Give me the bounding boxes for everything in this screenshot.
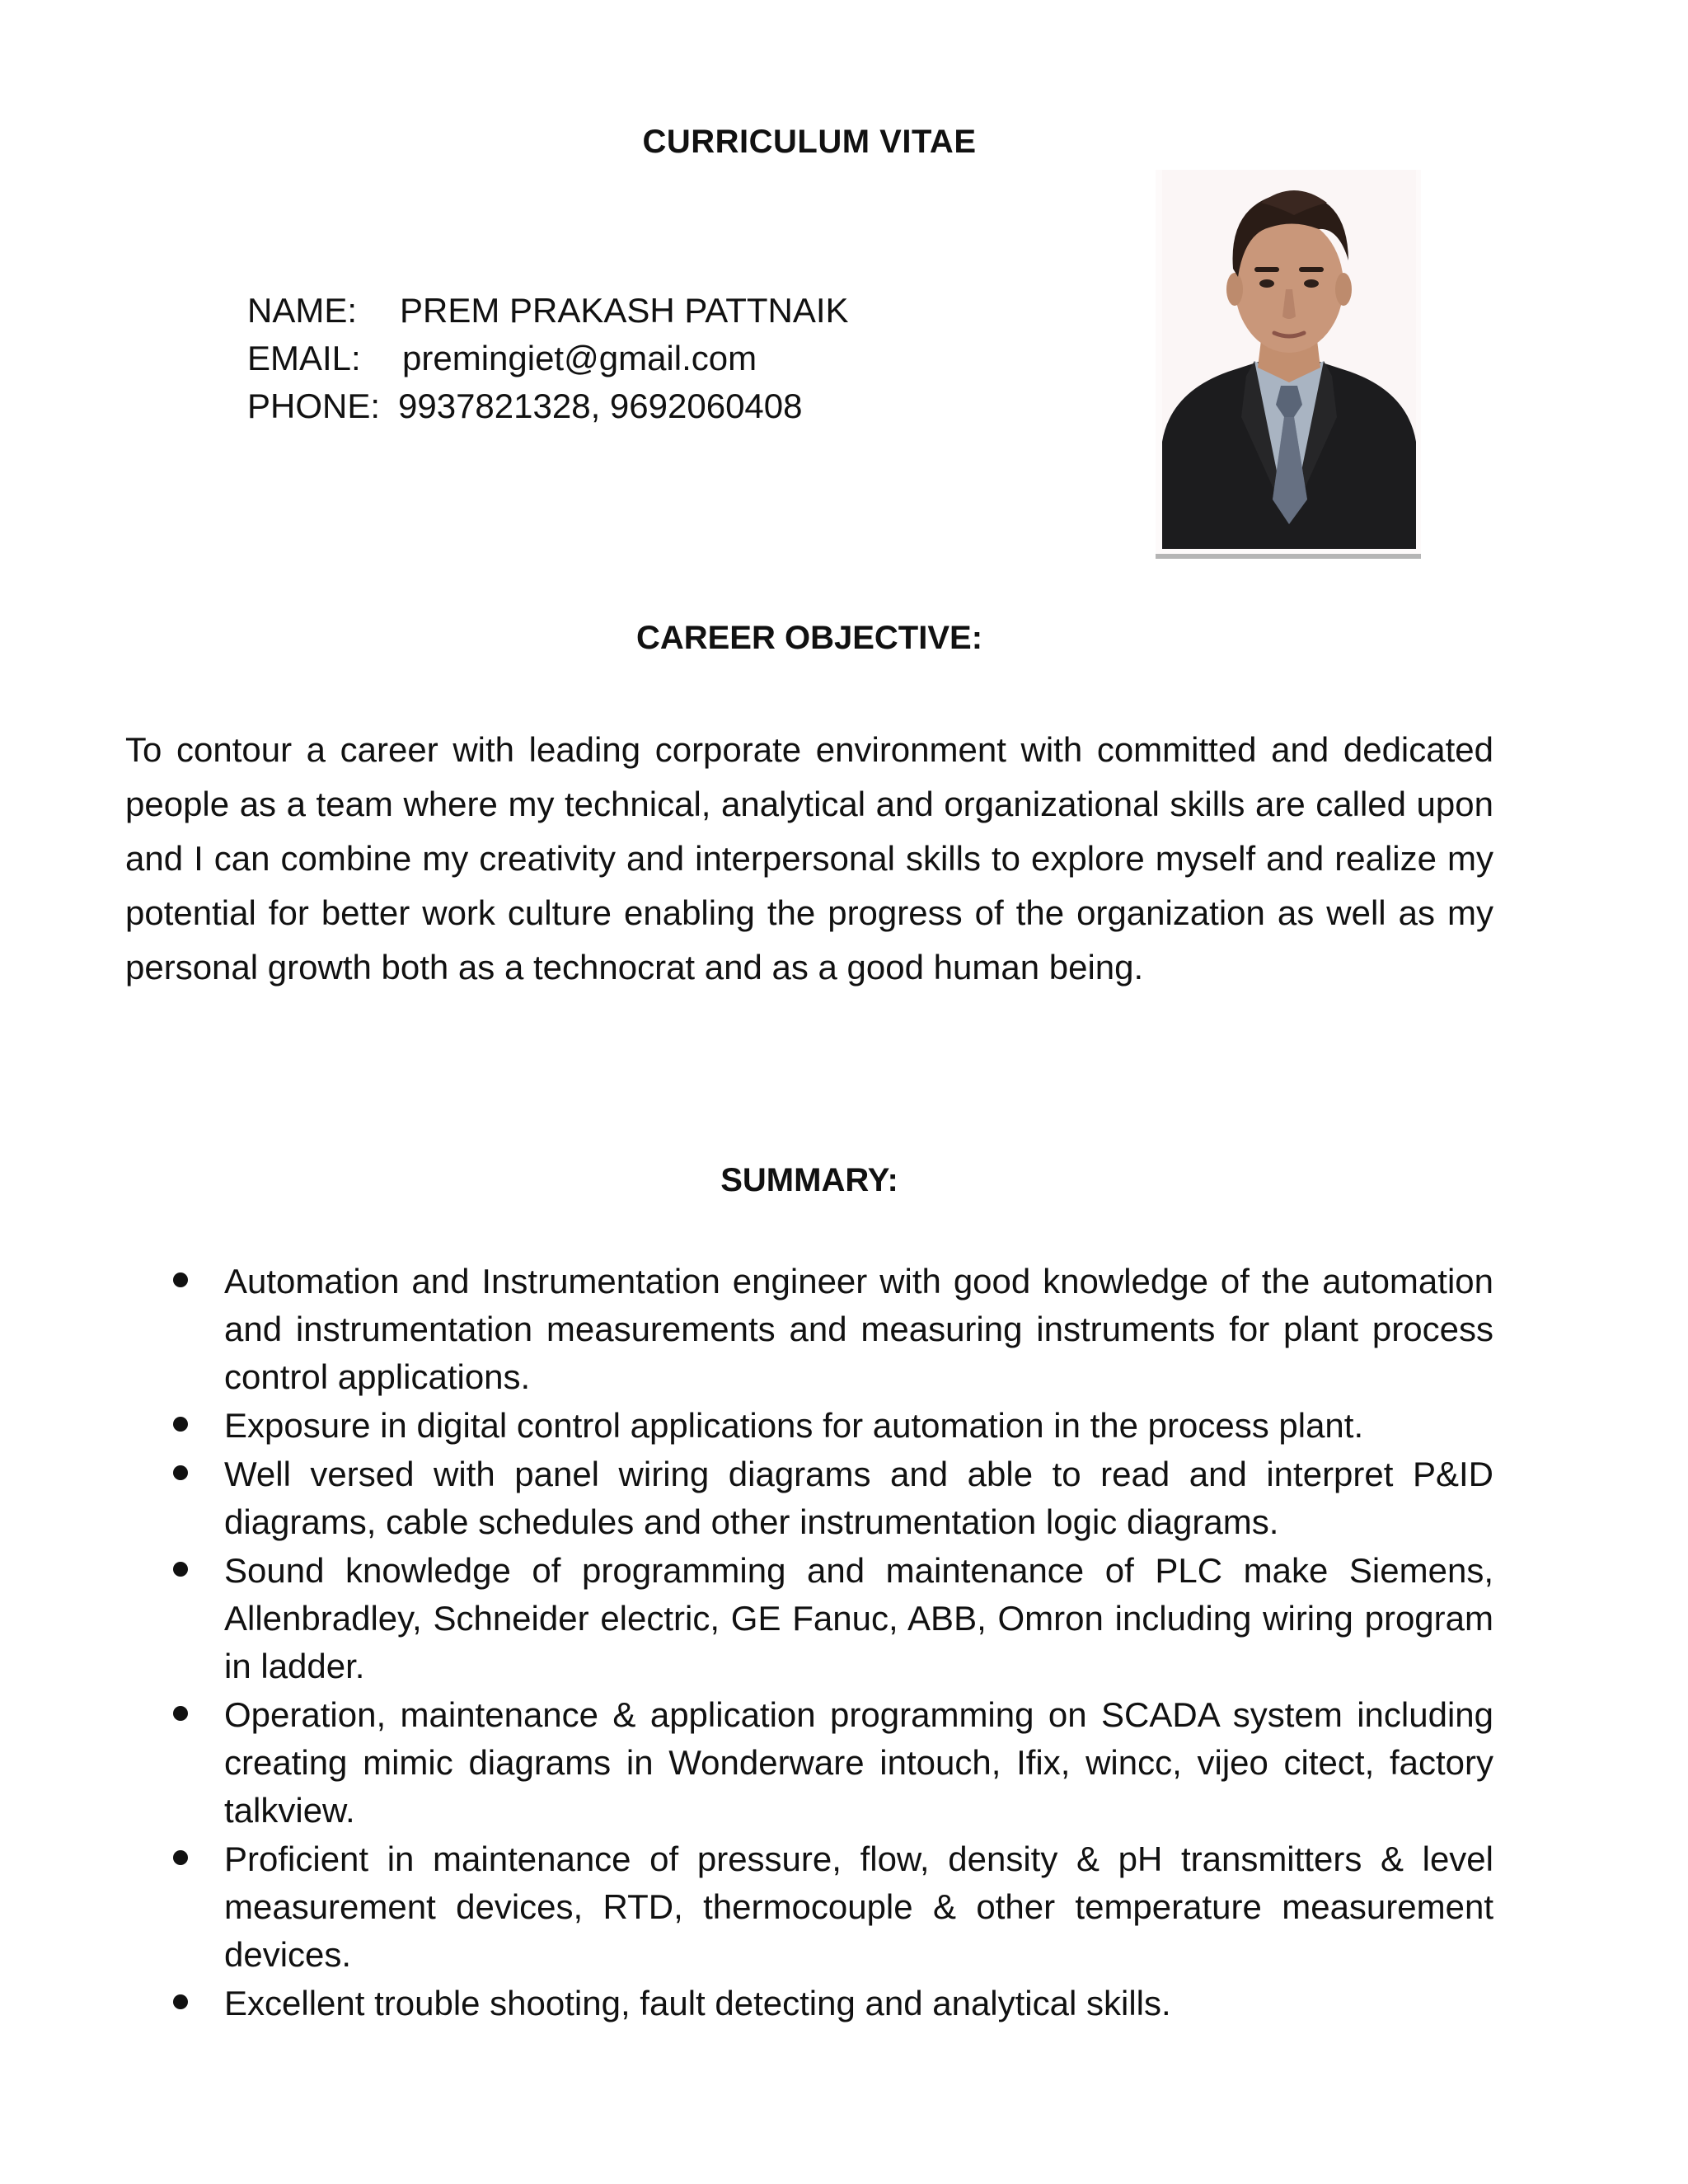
contact-phone-row: [247, 382, 849, 430]
phone-label: PHONE:: [247, 387, 381, 425]
list-item-text: Well versed with panel wiring diagrams and able to read and interpret P&ID diagrams, cable schedules and other instrumentation logic diagrams.: [224, 1455, 1493, 1541]
email-label: EMAIL:: [247, 339, 361, 377]
contact-block: [247, 287, 849, 430]
phone-value: 9937821328, 9692060408: [398, 387, 803, 425]
list-item: [224, 1402, 1493, 1450]
email-value[interactable]: premingiet@gmail.com: [402, 339, 757, 377]
list-item: [224, 1835, 1493, 1979]
list-item-text: Automation and Instrumentation engineer with good knowledge of the automation and instrumentation measurements and measuring instruments for plant process control applications.: [224, 1262, 1493, 1396]
career-objective-text: To contour a career with leading corporate environment with committed and dedicated people as a team where my technical, analytical and organizational skills are called upon and I can combine my creativity and interpersonal skills to explore myself and realize my potential for better work culture enabling the progress of the organization as well as my personal growth both as a technocrat and as a good human being.: [125, 730, 1493, 987]
bullet-icon: [173, 1417, 188, 1432]
profile-photo: [1156, 170, 1421, 559]
bullet-icon: [173, 1850, 188, 1865]
list-item-text: Excellent trouble shooting, fault detecting and analytical skills.: [224, 1984, 1171, 2022]
list-item: [224, 1980, 1493, 2027]
summary-heading: SUMMARY:: [720, 1162, 898, 1198]
list-item: [224, 1547, 1493, 1690]
contact-name-row: [247, 287, 849, 335]
bullet-icon: [173, 1465, 188, 1480]
name-label: NAME:: [247, 291, 358, 330]
name-value: PREM PRAKASH PATTNAIK: [400, 291, 849, 330]
contact-email-row: [247, 335, 849, 382]
list-item: [224, 1691, 1493, 1835]
career-objective-heading: CAREER OBJECTIVE:: [635, 620, 983, 656]
list-item: [224, 1451, 1493, 1546]
portrait-photo-icon: [1162, 170, 1416, 549]
document-title: CURRICULUM VITAE: [642, 124, 977, 160]
list-item: [224, 1258, 1493, 1401]
summary-list: [224, 1258, 1493, 2028]
bullet-icon: [173, 1994, 188, 2009]
list-item-text: Sound knowledge of programming and maintenance of PLC make Siemens, Allenbradley, Schneider electric, GE Fanuc, ABB, Omron including wiring program in ladder.: [224, 1551, 1493, 1685]
list-item-text: Operation, maintenance & application programming on SCADA system including creating mimic diagrams in Wonderware intouch, Ifix, wincc, vijeo citect, factory talkview.: [224, 1695, 1493, 1830]
bullet-icon: [173, 1272, 188, 1287]
bullet-icon: [173, 1706, 188, 1721]
list-item-text: Exposure in digital control applications for automation in the process plant.: [224, 1406, 1364, 1445]
list-item-text: Proficient in maintenance of pressure, flow, density & pH transmitters & level measurement devices, RTD, thermocouple & other temperature measurement devices.: [224, 1840, 1493, 1974]
bullet-icon: [173, 1562, 188, 1577]
